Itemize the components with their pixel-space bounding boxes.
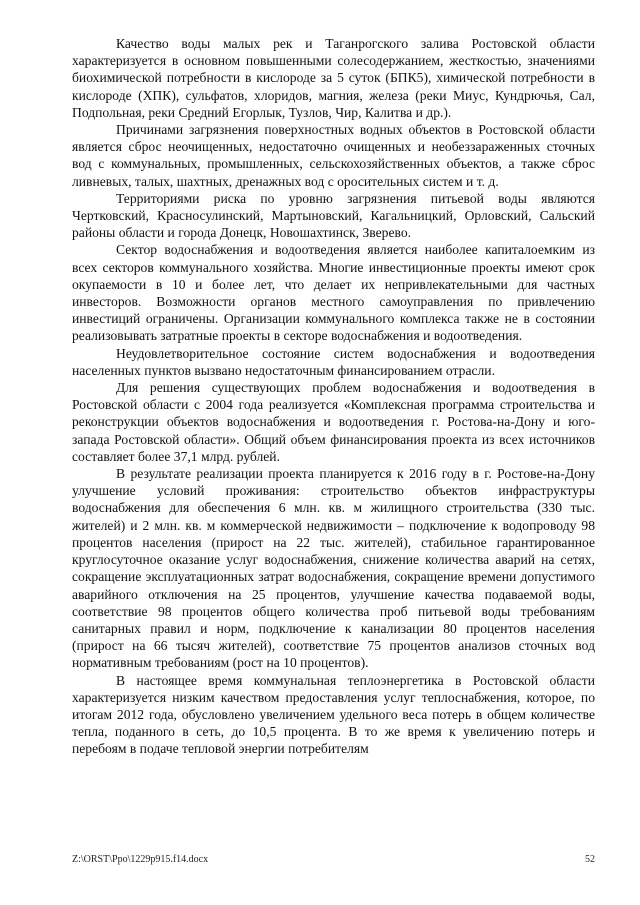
page-footer (72, 854, 595, 868)
paragraph-water-sector: Сектор водоснабжения и водоотведения является наиболее капиталоемким из всех секторов коммунального хозяйства. Многие инвестиционные проекты имеют срок окупаемости в 10 и более лет, что делает их непривлекательными для частных инвесторов. Возможности органов местного самоуправления по привлечению инвестиций ограничены. Организации коммунального комплекса также не в состоянии реализовывать затратные проекты в секторе водоснабжения и водоотведения. (72, 242, 595, 344)
paragraph-water-quality: Качество воды малых рек и Таганрогского залива Ростовской области характеризуется в основном повышенными солесодержанием, жесткостью, значениями биохимической потребности в кислороде за 5 суток (БПК5), химической потребности в кислороде (ХПК), сульфатов, хлоридов, магния, железа (реки Миус, Кундрючья, Сал, Подпольная, реки Средний Егорлык, Тузлов, Чир, Калитва и др.). (72, 36, 595, 120)
paragraph-project-results: В результате реализации проекта планируется к 2016 году в г. Ростове-на-Дону улучшение условий проживания: строительство объектов инфраструктуры водоснабжения для обеспечения 6 млн. кв. м жилищного строительства (330 тыс. жителей) и 2 млн. кв. м коммерческой недвижимости – подключение к водопроводу 98 процентов населения (прирост на 22 тыс. жителей), стабильное гарантированное круглосуточное оказание услуг водоснабжения, снижение количества аварий на сетях, сокращение эксплуатационных затрат водоснабжения, сокращение времени допустимого аварийного отключения на 25 процентов, улучшение качества подаваемой воды, соответствие 98 процентов общего количества проб питьевой воды требованиям санитарных правил и норм, подключение к канализации 80 процентов населения (прирост на 66 тысяч жителей), соответствие 75 процентов анализов сточных вод нормативным требованиям (рост на 10 процентов). (72, 466, 595, 671)
document-page (72, 35, 595, 865)
paragraph-underfunding: Неудовлетворительное состояние систем водоснабжения и водоотведения населенных пунктов вызвано недостаточным финансированием отрасли. (72, 345, 595, 378)
paragraph-program: Для решения существующих проблем водоснабжения и водоотведения в Ростовской области с 2004 года реализуется «Комплексная программа строительства и реконструкции объектов водоснабжения и водоотведения г. Ростова-на-Дону и юго-запада Ростовской области». Общий объем финансирования проекта из всех источников составляет более 37,1 млрд. рублей. (72, 380, 595, 464)
paragraph-pollution-causes: Причинами загрязнения поверхностных водных объектов в Ростовской области является сброс неочищенных, недостаточно очищенных и необеззараженных сточных вод с коммунальных, промышленных, сельскохозяйственных объектов, а также сброс ливневых, талых, шахтных, дренажных вод с оросительных систем и т. д. (72, 122, 595, 189)
page-number: 52 (585, 854, 595, 865)
footer-file-path: Z:\ORST\Ppo\1229p915.f14.docx (72, 854, 209, 865)
paragraph-risk-territories: Территориями риска по уровню загрязнения питьевой воды являются Чертковский, Красносулинский, Мартыновский, Кагальницкий, Орловский, Сальский районы области и города Донецк, Новошахтинск, Зверево. (72, 190, 595, 241)
paragraph-heat-energy: В настоящее время коммунальная теплоэнергетика в Ростовской области характеризуется низким качеством предоставления услуг теплоснабжения, которое, по итогам 2012 года, обусловлено увеличением удельного веса потерь в общем количестве тепла, поданного в сеть, до 10,5 процента. В то же время к увеличению потерь и перебоям в подаче тепловой энергии потребителям (72, 672, 595, 757)
